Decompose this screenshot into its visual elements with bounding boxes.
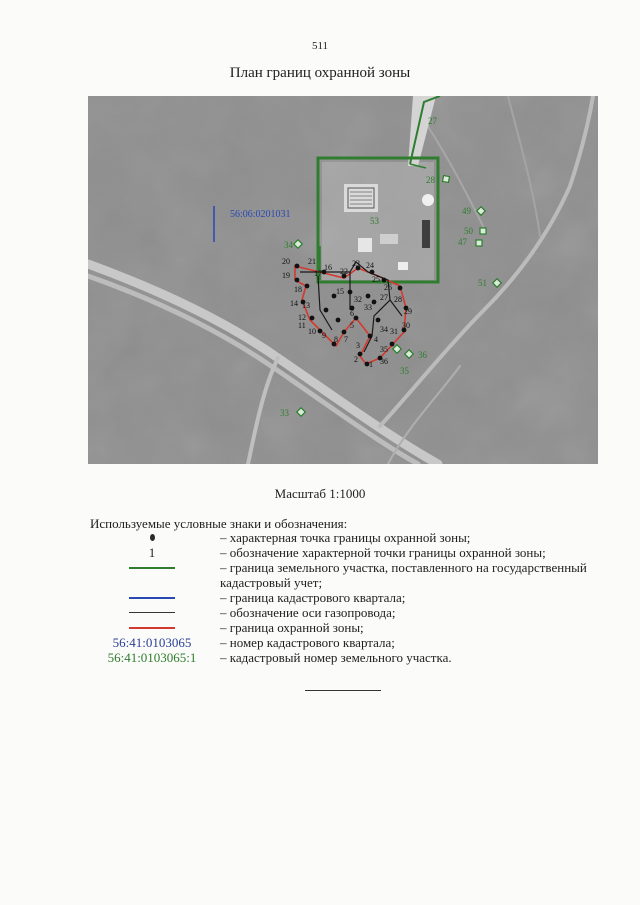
legend-heading: Используемые условные знаки и обозначения: — [90, 516, 348, 531]
point-label: 13 — [302, 301, 310, 310]
point-label: 22 — [340, 267, 348, 276]
point-label: 24 — [366, 261, 374, 270]
point-label: 36 — [380, 357, 388, 366]
point-label: 9 — [322, 331, 326, 340]
legend-item-parcel-number: 56:41:0103065:1 – кадастровый номер земельного участка. — [107, 650, 452, 665]
point-label: 28 — [394, 295, 402, 304]
legend-item-point: – характерная точка границы охранной зоны; — [92, 530, 602, 545]
quarter-number-label: 56:06:0201031 — [230, 209, 291, 220]
map-scale: Масштаб 1:1000 — [274, 486, 366, 501]
point-label: 1 — [369, 360, 373, 369]
point-label: 18 — [294, 285, 302, 294]
blue-line-icon — [129, 597, 175, 599]
point-label: 3 — [356, 341, 360, 350]
point-label: 34 — [380, 325, 388, 334]
point-label: 12 — [298, 313, 306, 322]
legend-item-point-label: 1 – обозначение характерной точки границы охранной зоны; — [148, 545, 546, 560]
parcel-label: 34 — [284, 240, 293, 250]
point-label: 31 — [390, 327, 398, 336]
parcel-label: 51 — [478, 278, 487, 288]
point-label: 14 — [290, 299, 298, 308]
point-label: 11 — [298, 321, 306, 330]
aerial-map — [88, 96, 598, 464]
legend-item-quarter-number: 56:41:0103065 – номер кадастрового квартала; — [112, 635, 395, 650]
parcel-label: 47 — [458, 237, 467, 247]
red-line-icon — [129, 627, 175, 629]
parcel-label: 50 — [464, 226, 473, 236]
black-line-icon — [129, 612, 175, 613]
point-label: 16 — [324, 263, 332, 272]
point-label: 26 — [384, 283, 392, 292]
parcel-label: 27 — [428, 116, 437, 126]
green-line-icon — [129, 567, 175, 569]
point-label: 5 — [350, 321, 354, 330]
parcel-label: 36 — [418, 350, 427, 360]
point-label: 17 — [314, 269, 322, 278]
point-label: 6 — [350, 309, 354, 318]
point-label: 25 — [372, 275, 380, 284]
legend — [92, 530, 602, 665]
point-label: 15 — [336, 287, 344, 296]
point-label: 35 — [380, 345, 388, 354]
parcel-label: 33 — [280, 408, 289, 418]
point-label: 2 — [354, 355, 358, 364]
parcel-label: 53 — [370, 216, 379, 226]
legend-item-parcel-boundary: – граница земельного участка, поставленного на государственный кадастровый учет; — [92, 560, 602, 590]
point-label: 23 — [352, 259, 360, 268]
point-label: 32 — [354, 295, 362, 304]
point-label: 29 — [404, 307, 412, 316]
point-label: 7 — [344, 335, 348, 344]
point-label: 30 — [402, 321, 410, 330]
point-label: 19 — [282, 271, 290, 280]
point-label: 4 — [374, 335, 378, 344]
point-dot-icon — [150, 534, 155, 541]
legend-item-pipeline-axis: – обозначение оси газопровода; — [92, 605, 602, 620]
parcel-label: 28 — [426, 175, 435, 185]
point-label: 20 — [282, 257, 290, 266]
legend-item-zone-boundary: – граница охранной зоны; — [92, 620, 602, 635]
point-label: 21 — [308, 257, 316, 266]
point-label: 10 — [308, 327, 316, 336]
point-label: 33 — [364, 303, 372, 312]
parcel-label: 49 — [462, 206, 471, 216]
point-label: 27 — [380, 293, 388, 302]
point-label: 8 — [334, 335, 338, 344]
end-rule — [305, 690, 381, 691]
parcel-label: 35 — [400, 366, 409, 376]
page-number: 511 — [311, 40, 329, 52]
page-title: План границ охранной зоны — [229, 65, 411, 81]
legend-item-quarter-boundary: – граница кадастрового квартала; — [92, 590, 602, 605]
